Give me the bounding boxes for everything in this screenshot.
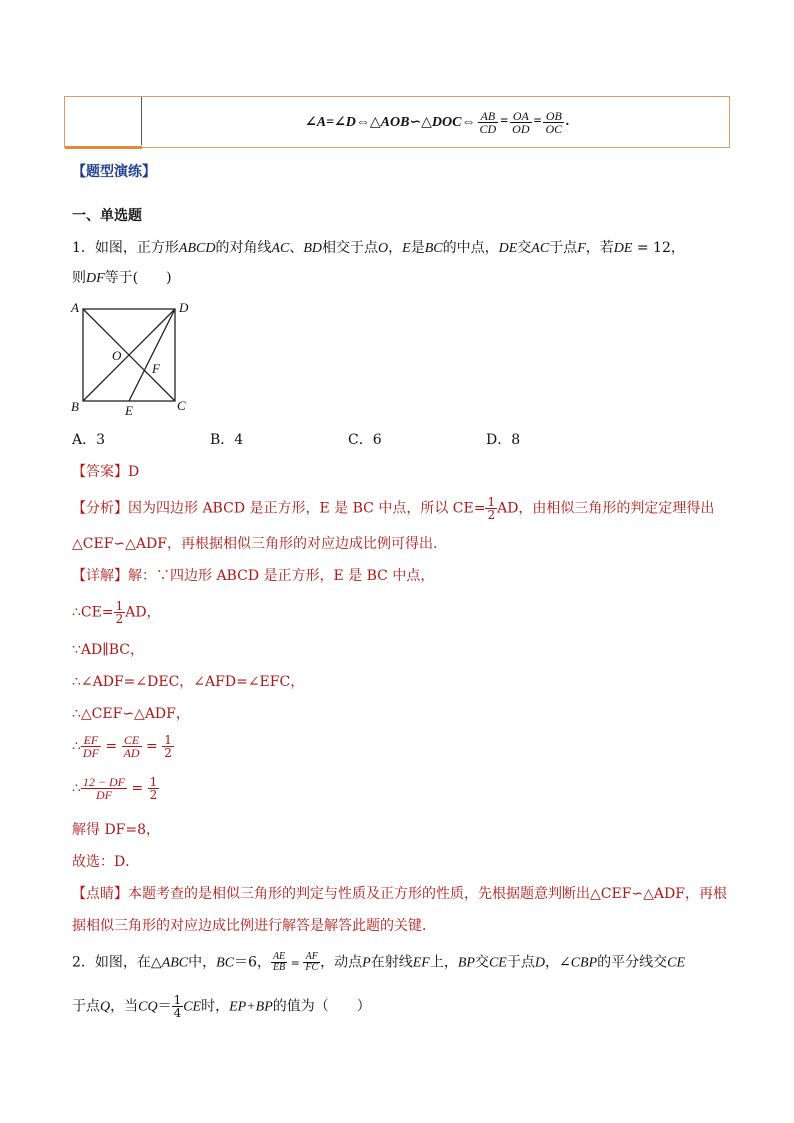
label-c: C xyxy=(177,398,186,413)
q1-stem-line1: 1．如图，正方形ABCD的对角线AC、BD相交于点O，E是BC的中点，DE交AC于点F，若DE = 12， xyxy=(72,240,685,256)
similarity-formula xyxy=(305,97,570,147)
q2-stem-line2: 于点Q，当CQ＝ $\frac{1}{4}$ CE时，EP+BP的值为（ ） xyxy=(72,993,371,1020)
option-c: C．6 xyxy=(348,432,382,448)
option-a: A．3 xyxy=(72,432,106,448)
option-b: B．4 xyxy=(210,432,244,448)
detail-line9: 故选：D． xyxy=(72,854,140,870)
label-b: B xyxy=(71,399,79,414)
detail-line5: ∴△CEF∽△ADF， xyxy=(72,706,190,722)
equals-sign: = xyxy=(500,114,509,129)
section-label: 【题型演练】 xyxy=(72,164,156,180)
comment-line2: 据相似三角形的对应边成比例进行解答是解答此题的关键． xyxy=(72,918,436,934)
detail-line3: ∵AD∥BC， xyxy=(72,642,144,658)
formula-box-left-cell xyxy=(65,97,142,145)
answer-value: D xyxy=(128,464,140,480)
fraction-ob-oc: $\frac{OB}{OC}$ xyxy=(545,108,563,136)
detail-line6: ∴ $\frac{EF}{DF}$ = $\frac{CE}{AD}$ = $\frac{1}{2}$ xyxy=(72,733,172,760)
label-e: E xyxy=(125,403,133,418)
fraction-ab-cd: $\frac{AB}{CD}$ xyxy=(479,108,497,136)
equals-sign: = xyxy=(533,114,542,129)
label-d: D xyxy=(179,300,189,315)
fraction-oa-od: $\frac{OA}{OD}$ xyxy=(512,108,530,136)
answer-label: 【答案】 xyxy=(72,464,128,480)
option-d: D．8 xyxy=(486,432,521,448)
label-a: A xyxy=(71,300,79,315)
formula-lhs: ∠A=∠D⇔△AOB∽△DOC⇔ xyxy=(305,114,476,130)
formula-box xyxy=(64,96,730,148)
square-figure xyxy=(66,296,196,420)
detail-line1: 【详解】解：∵四边形 ABCD 是正方形，E 是 BC 中点， xyxy=(72,568,435,584)
label-f: F xyxy=(152,361,160,376)
q2-stem-line1: 2．如图，在△ABC中，BC＝6， $\frac{AE}{EB}$ = $\frac{AF}{FC}$ ，动点P在射线EF上，BP交CE于点D，∠CBP的平分线交CE xyxy=(72,951,686,973)
detail-line8: 解得 DF=8， xyxy=(72,822,161,838)
formula-period: . xyxy=(566,114,570,129)
q1-stem-line2: 则DF等于( ) xyxy=(72,270,172,286)
answer-line xyxy=(72,462,139,482)
formula-box-accent xyxy=(65,146,142,149)
detail-line7: ∴ $\frac{12 - DF}{DF}$ = $\frac{1}{2}$ xyxy=(72,775,158,802)
analysis-line2: △CEF∽△ADF，再根据相似三角形的对应边成比例可得出. xyxy=(72,536,438,552)
analysis-line1: 【分析】因为四边形 ABCD 是正方形，E 是 BC 中点，所以 CE= $\frac{1}{2}$ AD，由相似三角形的判定定理得出 xyxy=(72,495,715,522)
detail-line4: ∴∠ADF=∠DEC，∠AFD=∠EFC， xyxy=(72,674,305,690)
detail-line2: ∴CE= $\frac{1}{2}$ AD， xyxy=(72,599,161,626)
part-heading: 一、单选题 xyxy=(72,208,142,224)
segment-de xyxy=(129,309,175,401)
label-o: O xyxy=(112,348,122,363)
comment-line1: 【点睛】本题考查的是相似三角形的判定与性质及正方形的性质，先根据题意判断出△CEF∽△ADF，再根 xyxy=(72,886,727,902)
